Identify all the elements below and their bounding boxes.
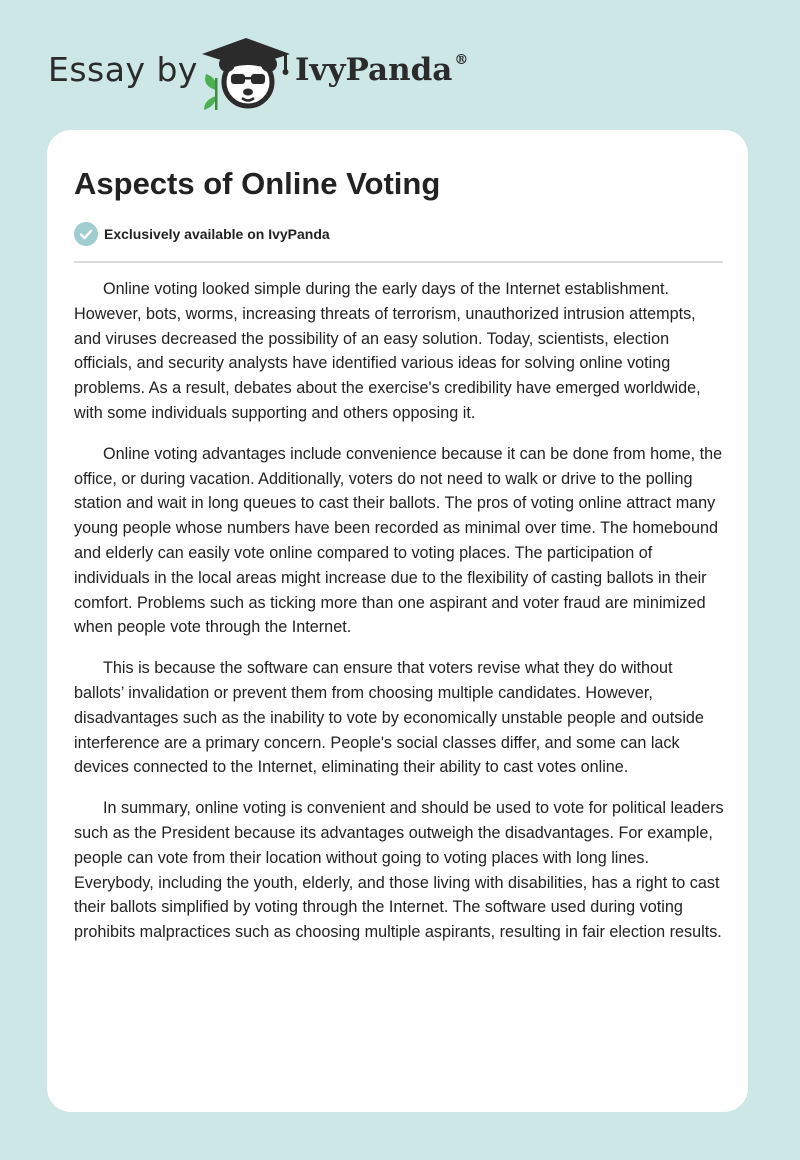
- paragraph-4: In summary, online voting is convenient and should be used to vote for political leaders such as the President because its advantages outweigh the disadvantages. For example, people can vote from their location without going to voting places with long lines. Everybody, including the youth, elderly, and those living with disabilities, has a right to cast their ballots simplified by voting through the Internet. The software used during voting prohibits malpractices such as choosing multiple aspirants, resulting in fair election results.: [74, 799, 724, 942]
- essay-by-label: Essay by: [48, 50, 198, 89]
- brand-name[interactable]: [295, 52, 468, 88]
- registered-mark: ®: [454, 52, 469, 68]
- paragraph-1: Online voting looked simple during the early days of the Internet establishment. However, bots, worms, increasing threats of terrorism, unauthorized intrusion attempts, and viruses decreased the possibility of an easy solution. Today, scientists, election officials, and security analysts have identified various ideas for solving online voting problems. As a result, debates about the exercise's credibility have emerged worldwide, with some individuals supporting and others opposing it.: [74, 280, 701, 422]
- essay-body: [74, 277, 726, 961]
- page-title: Aspects of Online Voting: [74, 166, 441, 201]
- essay-card: [47, 130, 748, 1112]
- badge-text: Exclusively available on IvyPanda: [104, 226, 330, 242]
- divider: [74, 261, 723, 263]
- paragraph-3: This is because the software can ensure that voters revise what they do without ballots’ invalidation or prevent them from choosing multiple candidates. However, disadvantages such as the inability to vote by economically unstable people and outside interference are a primary concern. People's social classes differ, and some can lack devices connected to the Internet, eliminating their ability to cast votes online.: [74, 659, 704, 777]
- panda-graduate-icon[interactable]: [198, 34, 294, 110]
- paragraph-2: Online voting advantages include convenience because it can be done from home, the office, or during vacation. Additionally, voters do not need to walk or drive to the polling station and wait in long queues to cast their ballots. The pros of voting online attract many young people whose numbers have been recorded as minimal over time. The homebound and elderly can easily vote online compared to voting places. The participation of individuals in the local areas might increase due to the flexibility of casting ballots in their comfort. Problems such as ticking more than one aspirant and voter fraud are minimized when people vote through the Internet.: [74, 444, 723, 637]
- site-header: [0, 0, 800, 125]
- brand-text: IvyPanda: [295, 52, 453, 88]
- check-icon: [74, 222, 98, 246]
- exclusive-badge: [74, 222, 330, 246]
